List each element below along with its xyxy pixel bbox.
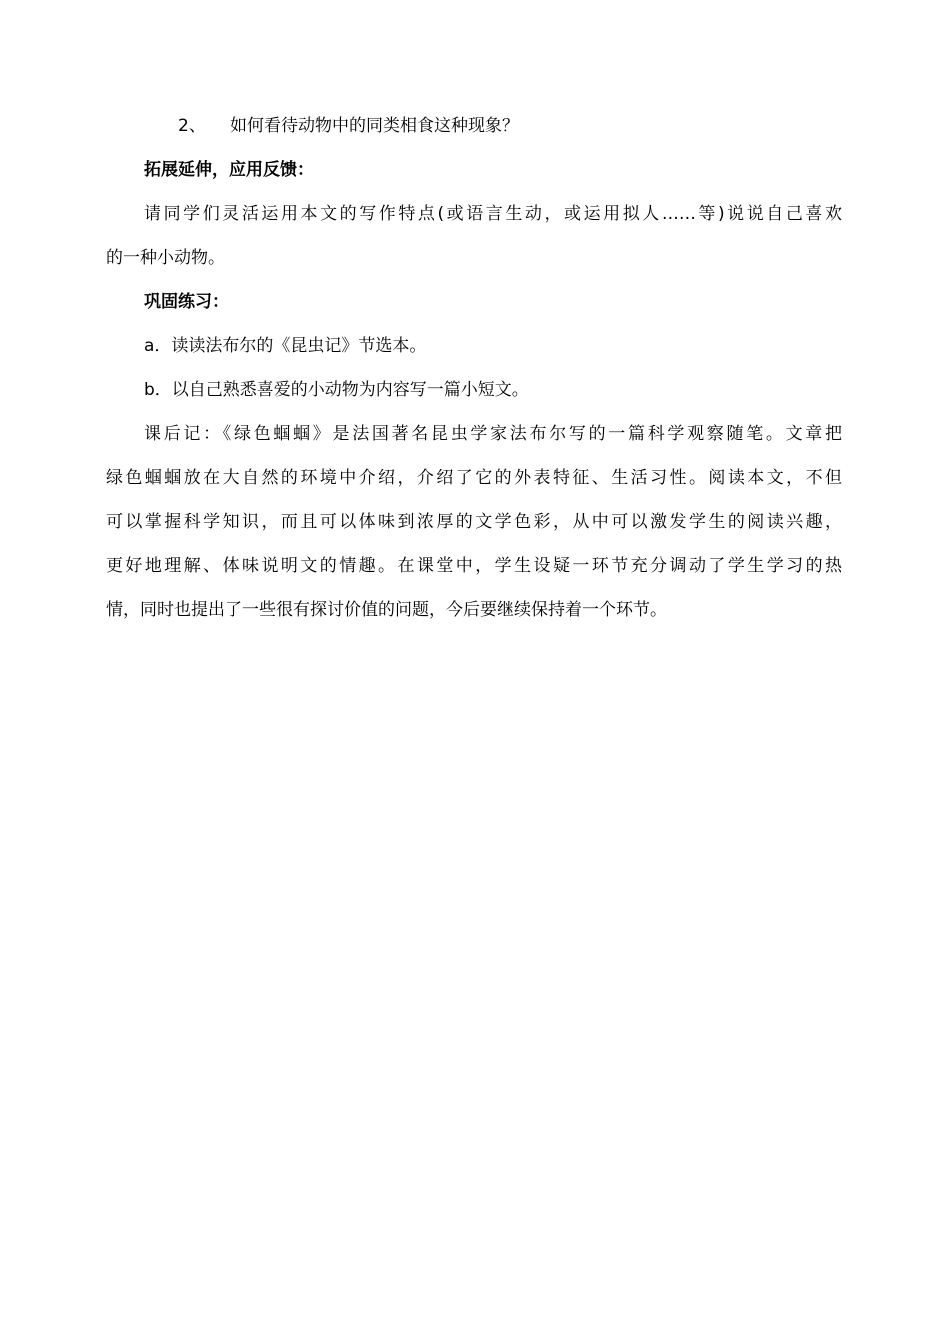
practice-heading: 巩固练习： [144,292,229,312]
document-body [106,104,842,632]
afterword-line-3: 可以掌握科学知识，而且可以体味到浓厚的文学色彩，从中可以激发学生的阅读兴趣， [106,512,842,532]
question-number: 2、 [178,116,206,136]
afterword-line-5: 情，同时也提出了一些很有探讨价值的问题，今后要继续保持着一个环节。 [106,600,667,620]
extend-paragraph-line-2: 的一种小动物。 [106,248,225,268]
extend-heading: 拓展延伸，应用反馈： [144,160,314,180]
practice-item-b: b．以自己熟悉喜爱的小动物为内容写一篇小短文。 [144,380,529,400]
afterword-line-1: 课后记：《绿色蝈蝈》是法国著名昆虫学家法布尔写的一篇科学观察随笔。文章把 [144,424,842,444]
afterword-line-2: 绿色蝈蝈放在大自然的环境中介绍，介绍了它的外表特征、生活习性。阅读本文，不但 [106,468,842,488]
extend-paragraph-line-1: 请同学们灵活运用本文的写作特点(或语言生动，或运用拟人……等)说说自己喜欢 [144,204,842,224]
afterword-line-4: 更好地理解、体味说明文的情趣。在课堂中，学生设疑一环节充分调动了学生学习的热 [106,556,842,576]
question-2 [106,104,842,148]
practice-item-a: a．读读法布尔的《昆虫记》节选本。 [144,336,427,356]
question-text: 如何看待动物中的同类相食这种现象？ [230,116,519,136]
